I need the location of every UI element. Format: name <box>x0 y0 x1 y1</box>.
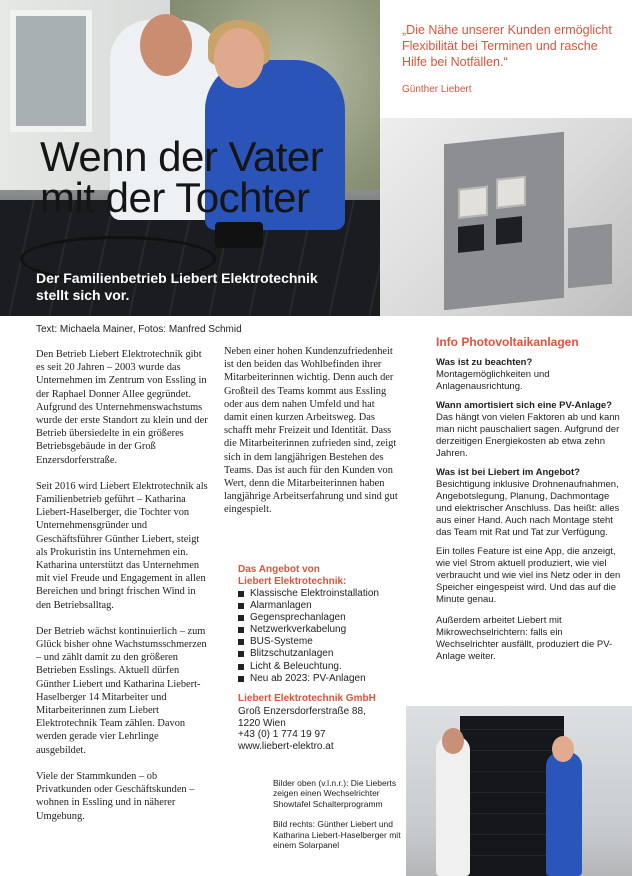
paragraph: Den Betrieb Liebert Elektrotechnik gibt es seit 20 Jahren – 2003 wurde das Unternehmen im Zentrum von Essling in der Raphael Donner Allee gegründet. Aufgrund des Unternehmenswachstums wurde der erste Standort zu klein und der Betrieb übersiedelte in ein größeres Betriebsgebäude in der Groß Enzersdorferstraße. <box>36 349 208 466</box>
offer-heading-line-2: Liebert Elektrotechnik: <box>238 576 347 587</box>
info-question: Was ist zu beachten? <box>436 357 533 368</box>
photo-inverter <box>215 222 263 248</box>
photo-socket <box>458 224 484 253</box>
quote-author: Günther Liebert <box>402 84 472 95</box>
article-title <box>40 133 324 221</box>
team-solar-photo <box>406 706 632 876</box>
info-answer: Das hängt von vielen Faktoren ab und kann man nicht pauschaliert sagen. Aufgrund der derzeitigen Energiekosten ab etwa zehn Jahren. <box>436 412 620 459</box>
paragraph: Neben einer hohen Kundenzufriedenheit ist den beiden das Wohlbefinden ihrer Mitarbeiterinnen wichtig. Denn auch der Großteil des Teams kommt aus Essling oder aus dem nahen Umfeld und hat damit einen kurzen Arbeitsweg. Das schafft mehr Freizeit und Identität. Dass die Mitarbeiterinnen zufrieden sind, zeigt sich in dem langjährigen Bestehen des Teams. Das ist auch für den Kunden von Wert, denn die Mitarbeiterinnen haben langjährige Arbeitserfahrung und sind gut eingespielt. <box>224 346 398 516</box>
photo-woman <box>546 752 582 876</box>
offer-heading-line-1: Das Angebot von <box>238 564 320 575</box>
switch-panel-photo <box>380 118 632 316</box>
info-question: Was ist bei Liebert im Angebot? <box>436 467 580 478</box>
info-sidebar <box>436 336 624 672</box>
offer-list <box>238 588 379 685</box>
caption-right: Bild rechts: Günther Liebert und Katharina Liebert-Haselberger mit einem Solarpanel <box>273 819 401 851</box>
list-item: Netzwerkverkabelung <box>238 624 379 636</box>
list-item: Gegensprechanlagen <box>238 612 379 624</box>
info-title: Info Photovoltaikanlagen <box>436 335 579 349</box>
list-item: BUS-Systeme <box>238 636 379 648</box>
address-street: Groß Enzersdorferstraße 88, <box>238 706 366 717</box>
photo-showboard <box>444 132 564 311</box>
list-item: Neu ab 2023: PV-Anlagen <box>238 673 379 685</box>
photo-small-panel <box>568 224 612 289</box>
address-city: 1220 Wien <box>238 717 286 729</box>
offer-heading <box>238 564 346 588</box>
list-item: Alarmanlagen <box>238 600 379 612</box>
title-line-1: Wenn der Vater <box>40 133 324 180</box>
info-answer: Besichtigung inklusive Drohnenaufnahmen, Angebotslegung, Planung, Dachmontage und elektrischer Anschluss. Das heißt: alles aus einer Hand. Auch nach Montage steht das Team mit Rat und Tat zur Verfügung. <box>436 479 620 538</box>
photo-captions <box>273 778 405 860</box>
list-item: Klassische Elektroinstallation <box>238 588 379 600</box>
address-website-link[interactable]: www.liebert-elektro.at <box>238 740 334 752</box>
info-answer: Montagemöglichkeiten und Anlagenausrichtung. <box>436 369 550 392</box>
pull-quote: „Die Nähe unserer Kunden ermöglicht Flexibilität bei Terminen und rasche Hilfe bei Notfällen.“ <box>402 23 612 69</box>
photo-switch <box>496 176 526 209</box>
photo-window <box>10 10 92 132</box>
list-item: Blitzschutzanlagen <box>238 648 379 660</box>
company-name: Liebert Elektrotechnik GmbH <box>238 693 376 704</box>
info-question: Wann amortisiert sich eine PV-Anlage? <box>436 400 612 411</box>
photo-woman-head <box>214 28 264 88</box>
photo-socket <box>496 216 522 245</box>
subtitle-line-2: stellt sich vor. <box>36 287 130 303</box>
title-line-2: mit der Tochter <box>40 174 310 221</box>
list-item: Licht & Beleuchtung. <box>238 661 379 673</box>
caption-top: Bilder oben (v.l.n.r.): Die Lieberts zeigen einen Wechselrichter Showtafel Schalterprogramm <box>273 778 397 809</box>
body-column-1 <box>36 348 208 836</box>
body-column-2 <box>224 345 400 530</box>
paragraph: Seit 2016 wird Liebert Elektrotechnik als Familienbetrieb geführt – Katharina Liebert-Haselberger, die Tochter von Unternehmensgründer und Geschäftsführer Günther Liebert, steigt als Prokuristin ins Unternehmen ein. Katharina unterstützt das Unternehmen mit viel Freude und Engagement in allen Bereichen und bringt frischen Wind in den Betriebsalltag. <box>36 480 208 611</box>
photo-man-head <box>442 728 464 754</box>
address-phone: +43 (0) 1 774 19 97 <box>238 729 326 740</box>
paragraph: Der Betrieb wächst kontinuierlich – zum Glück bisher ohne Wachstumsschmerzen – und zählt damit zu den größeren Betrieben Esslings. Aktuell dürfen Günther Liebert und Katharina Liebert-Haselberger 14 Mitarbeiter und Mitarbeiterinnen zum Liebert Elektrotechnik Team zählen. Davon werden gerade vier Lehrlinge ausgebildet. <box>36 625 207 756</box>
info-paragraph: Ein tolles Feature ist eine App, die anzeigt, wie viel Strom aktuell produziert, wie viel verbraucht und wie viel ins Netz oder in den Speicher eingespeist wird. Und das auf die Minute genau. <box>436 546 621 605</box>
photo-credit: Text: Michaela Mainer, Fotos: Manfred Schmid <box>36 324 242 335</box>
photo-switch <box>458 186 488 219</box>
photo-woman-head <box>552 736 574 762</box>
info-paragraph: Außerdem arbeitet Liebert mit Mikrowechselrichtern: falls ein Wechselrichter ausfällt, produziert die PV-Anlage weiter. <box>436 615 613 662</box>
paragraph: Viele der Stammkunden – ob Privatkunden oder Geschäftskunden – wohnen in Essling und in näherer Umgebung. <box>36 770 195 822</box>
photo-man <box>436 736 470 876</box>
article-subtitle <box>36 270 318 304</box>
company-address <box>238 706 366 752</box>
subtitle-line-1: Der Familienbetrieb Liebert Elektrotechnik <box>36 270 318 286</box>
photo-man-head <box>140 14 192 76</box>
